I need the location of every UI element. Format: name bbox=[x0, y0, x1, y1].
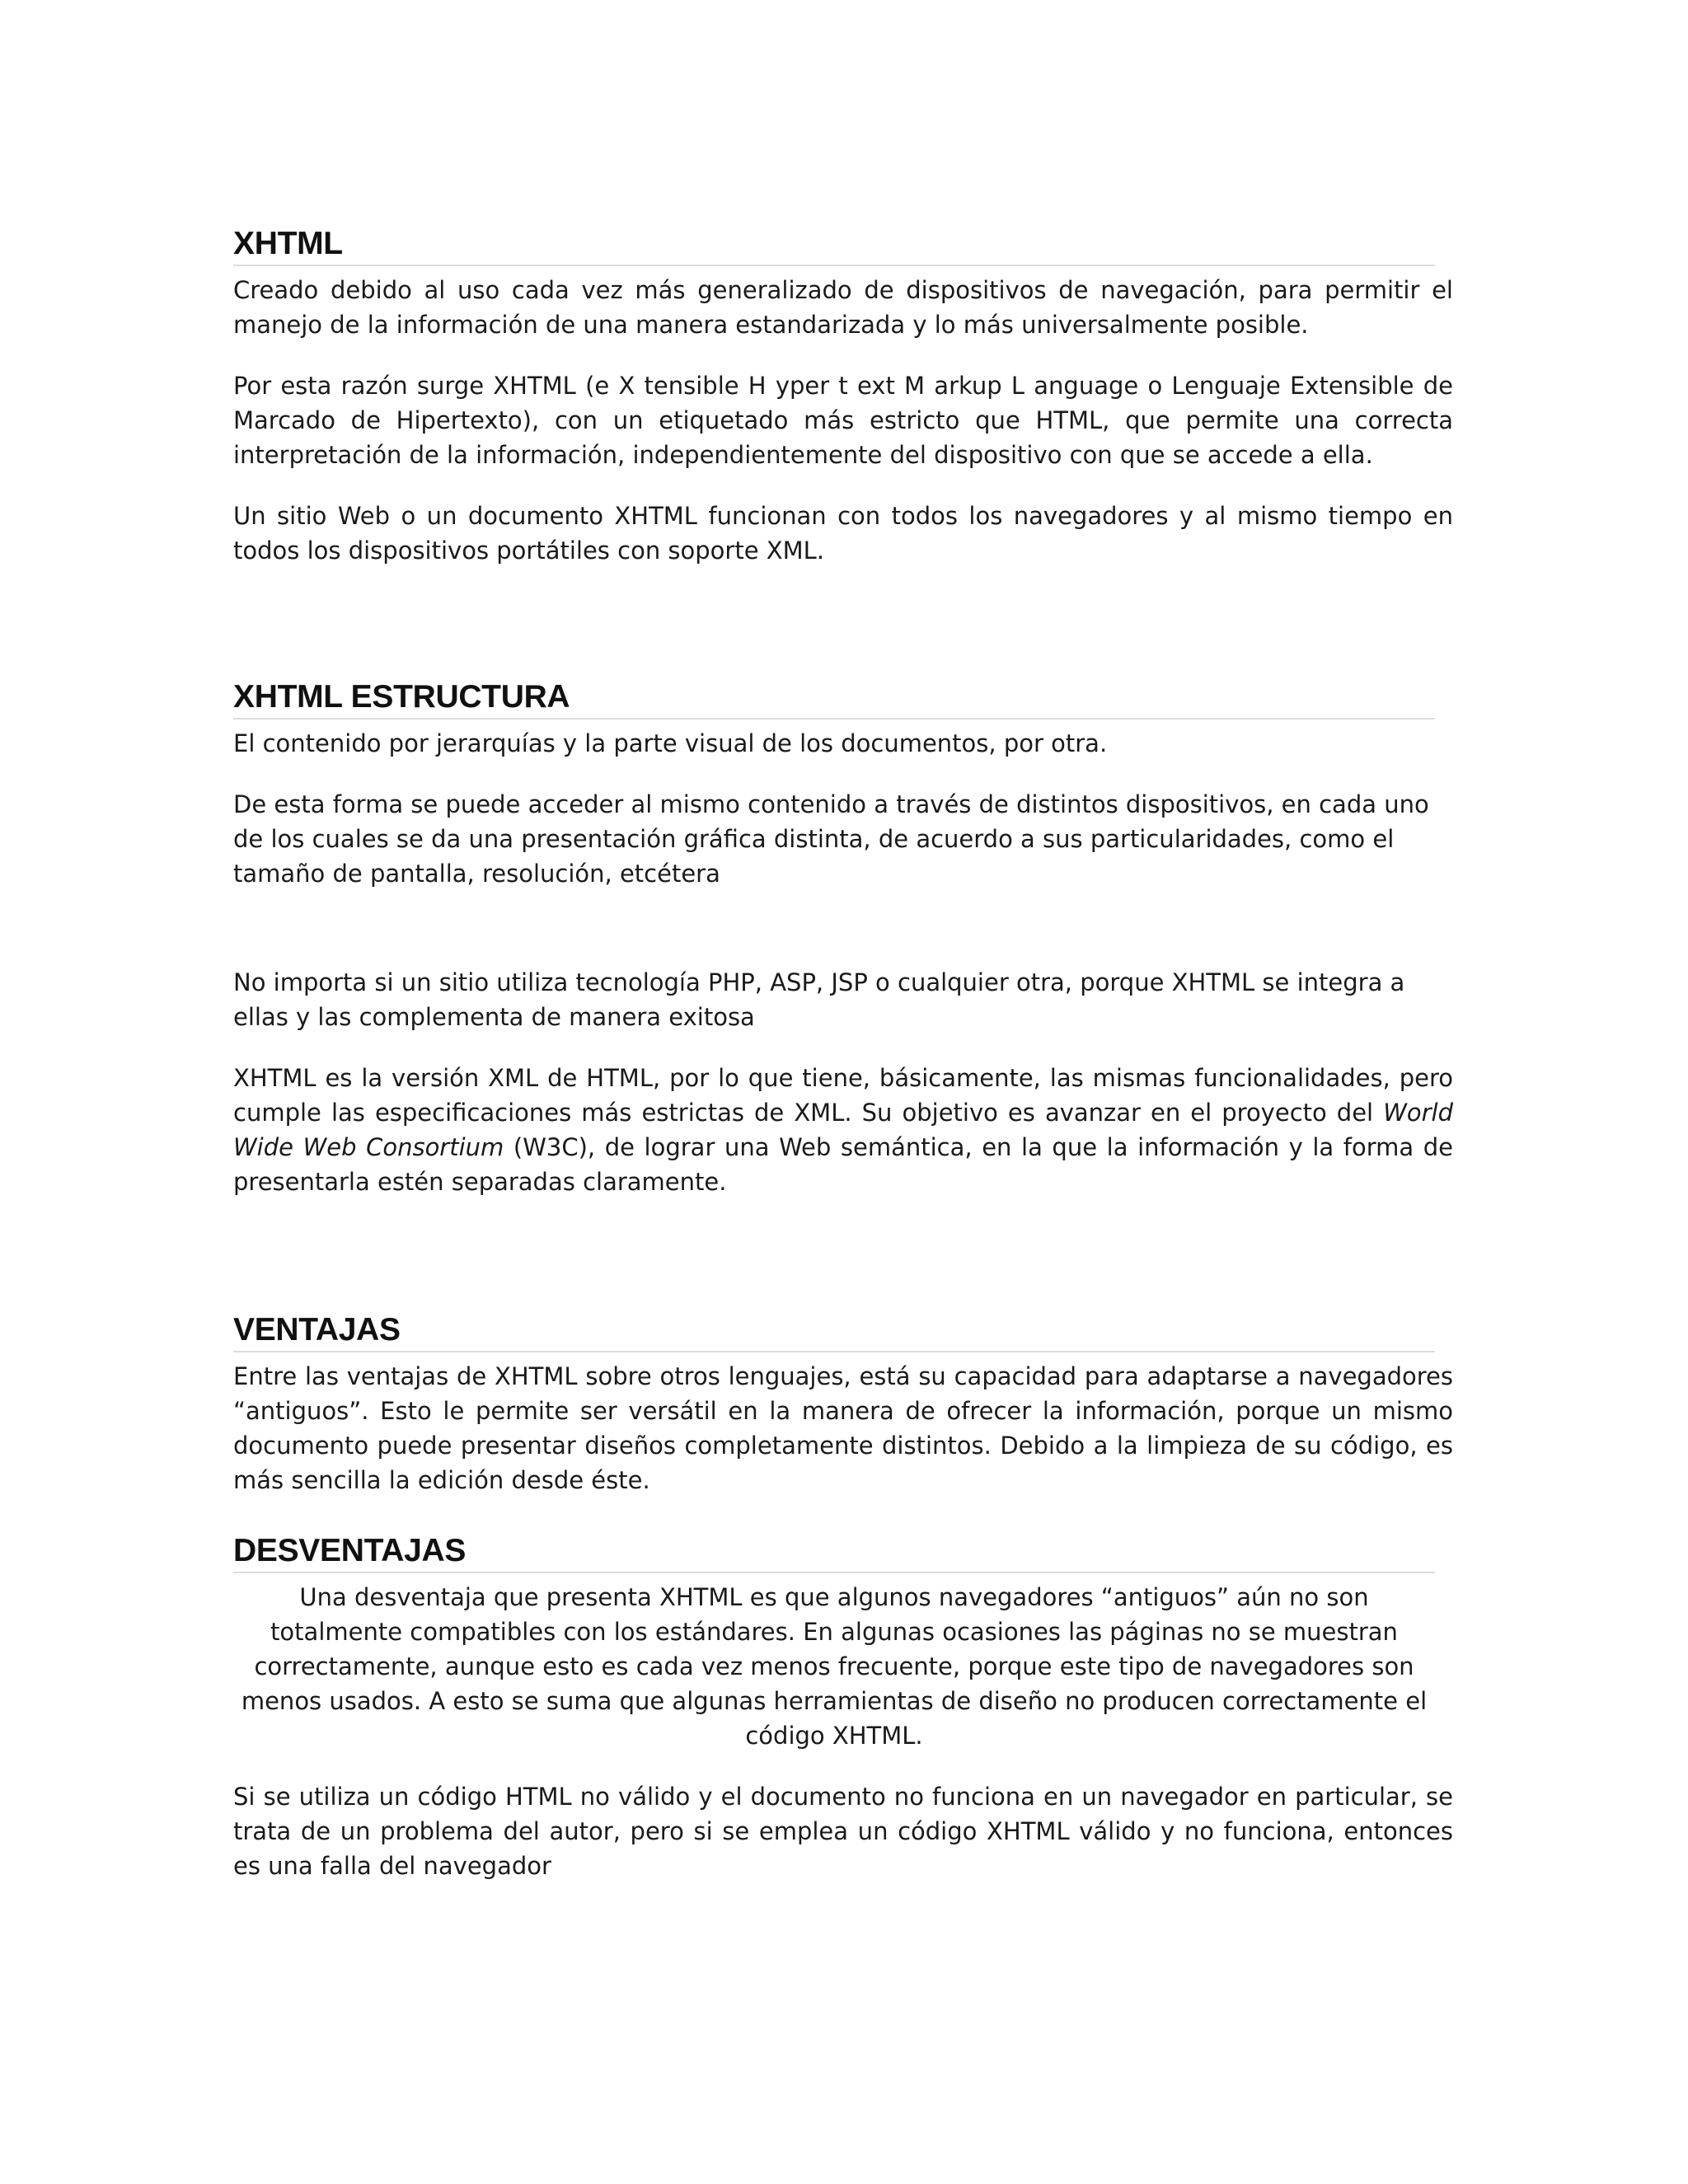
text: (W3C), de lograr una Web semántica, en la que la información y la forma de presentarla estén separadas claramente. bbox=[233, 1133, 1453, 1196]
section-xhtml bbox=[233, 225, 1453, 568]
paragraph: Por esta razón surge XHTML (e X tensible H yper t ext M arkup L anguage o Lenguaje Extensible de Marcado de Hipertexto), con un etiquetado más estricto que HTML, que permite una correcta interpretación de la información, independientemente del dispositivo con que se accede a ella. bbox=[233, 372, 1453, 469]
italic-text: World Wide Web Consortium bbox=[233, 1099, 1453, 1161]
heading-xhtml: XHTML bbox=[233, 225, 1435, 266]
section-desventajas bbox=[233, 1532, 1453, 1883]
paragraph: Entre las ventajas de XHTML sobre otros lenguajes, está su capacidad para adaptarse a navegadores “antiguos”. Esto le permite ser versátil en la manera de ofrecer la información, porque un mismo documento puede presentar diseños completamente distintos. Debido a la limpieza de su código, es más sencilla la edición desde éste. bbox=[233, 1362, 1453, 1494]
heading-desventajas: DESVENTAJAS bbox=[233, 1532, 1435, 1573]
heading-ventajas: VENTAJAS bbox=[233, 1311, 1435, 1352]
paragraph: No importa si un sitio utiliza tecnología PHP, ASP, JSP o cualquier otra, porque XHTML se integra a ellas y las complementa de manera exitosa bbox=[233, 968, 1405, 1031]
blank-space bbox=[233, 917, 1435, 965]
paragraph: El contenido por jerarquías y la parte visual de los documentos, por otra. bbox=[233, 729, 1108, 757]
paragraph-centered: Una desventaja que presenta XHTML es que algunos navegadores “antiguos” aún no son totalmente compatibles con los estándares. En algunas ocasiones las páginas no se muestran correctamente, aunque esto es cada vez menos frecuente, porque este tipo de navegadores son menos usados. A esto se suma que algunas herramientas de diseño no producen correctamente el código XHTML. bbox=[241, 1583, 1428, 1750]
heading-xhtml-estructura: XHTML ESTRUCTURA bbox=[233, 678, 1435, 719]
paragraph-w3c bbox=[233, 1061, 1453, 1199]
paragraph: Si se utiliza un código HTML no válido y el documento no funciona en un navegador en particular, se trata de un problema del autor, pero si se emplea un código XHTML válido y no funciona, entonces es una falla del navegador bbox=[233, 1783, 1453, 1880]
paragraph: De esta forma se puede acceder al mismo contenido a través de distintos dispositivos, en cada uno de los cuales se da una presentación gráfica distinta, de acuerdo a sus particularidades, como el tamaño de pantalla, resolución, etcétera bbox=[233, 790, 1429, 888]
paragraph: Un sitio Web o un documento XHTML funcionan con todos los navegadores y al mismo tiempo en todos los dispositivos portátiles con soporte XML. bbox=[233, 502, 1453, 565]
section-xhtml-estructura bbox=[233, 678, 1453, 1199]
text: XHTML es la versión XML de HTML, por lo que tiene, básicamente, las mismas funcionalidades, pero cumple las especificaciones más estrictas de XML. Su objetivo es avanzar en el proyecto del bbox=[233, 1064, 1453, 1127]
section-ventajas bbox=[233, 1311, 1453, 1497]
paragraph: Creado debido al uso cada vez más generalizado de dispositivos de navegación, para permitir el manejo de la información de una manera estandarizada y lo más universalmente posible. bbox=[233, 276, 1453, 339]
